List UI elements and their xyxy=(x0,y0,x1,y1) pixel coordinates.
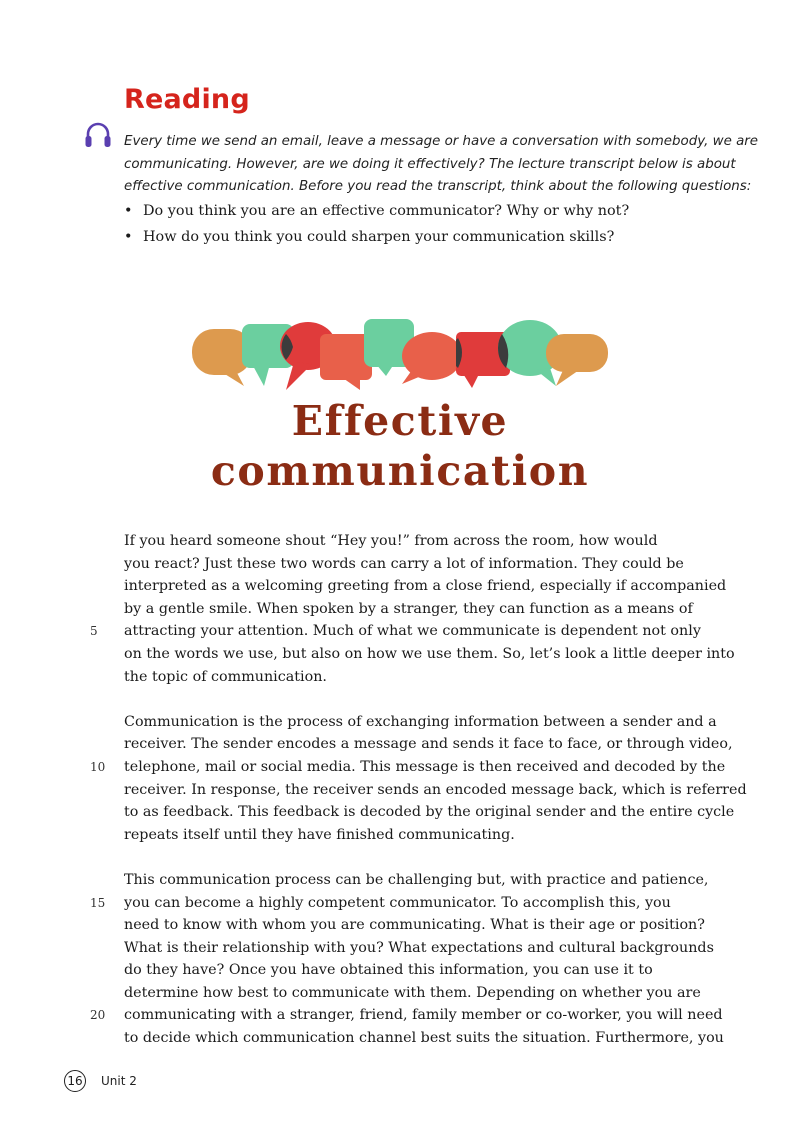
title-line: Effective xyxy=(291,397,509,445)
body-line xyxy=(124,982,724,1005)
body-line xyxy=(124,914,724,937)
line-text: you react? Just these two words can carry a lot of information. They could be xyxy=(124,555,684,572)
intro-text xyxy=(124,131,759,199)
body-line xyxy=(124,1027,724,1050)
line-text: interpreted as a welcoming greeting from a close friend, especially if accompanied xyxy=(124,578,727,595)
line-number: 10 xyxy=(90,759,106,774)
bullet: • xyxy=(124,229,133,245)
intro-line: effective communication. Before you read the transcript, think about the following questions: xyxy=(124,179,752,194)
line-text: the topic of communication. xyxy=(124,668,327,685)
line-text: need to know with whom you are communicating. What is their age or position? xyxy=(124,917,705,934)
paragraph xyxy=(90,869,724,1050)
line-number: 5 xyxy=(90,624,98,639)
line-text: attracting your attention. Much of what we communicate is dependent not only xyxy=(124,623,701,640)
body-line xyxy=(90,1004,724,1027)
bullet: • xyxy=(124,203,133,219)
question-text: Do you think you are an effective communicator? Why or why not? xyxy=(143,203,630,219)
title-line: communication xyxy=(210,447,590,495)
body-line xyxy=(124,711,724,734)
line-text: Communication is the process of exchanging information between a sender and a xyxy=(124,713,717,730)
speech-bubble-tail xyxy=(220,371,244,386)
unit-label: Unit 2 xyxy=(101,1074,137,1088)
body-line xyxy=(124,733,733,756)
body-line xyxy=(90,620,724,643)
body-line xyxy=(124,937,724,960)
question-text: How do you think you could sharpen your communication skills? xyxy=(143,229,615,245)
body-line xyxy=(124,598,724,621)
line-text: telephone, mail or social media. This message is then received and decoded by the xyxy=(124,758,726,775)
speech-bubble-tail xyxy=(536,368,556,386)
question-item xyxy=(124,224,629,250)
line-text: determine how best to communicate with them. Depending on whether you are xyxy=(124,984,701,1001)
question-item xyxy=(124,198,629,224)
line-text: This communication process can be challenging but, with practice and patience, xyxy=(124,871,709,888)
intro-line: Every time we send an email, leave a message or have a conversation with somebody, we are xyxy=(124,134,759,149)
body-line xyxy=(124,643,735,666)
body-line xyxy=(90,892,724,915)
body-line xyxy=(124,959,724,982)
section-heading: Reading xyxy=(124,84,250,115)
line-text: If you heard someone shout “Hey you!” from across the room, how would xyxy=(124,533,658,549)
body-line xyxy=(124,824,724,847)
line-number: 15 xyxy=(90,895,106,910)
line-text: on the words we use, but also on how we use them. So, let’s look a little deeper into xyxy=(124,645,735,662)
speech-bubble-tail xyxy=(462,372,480,388)
line-number: 20 xyxy=(90,1008,106,1023)
speech-bubble xyxy=(546,334,608,372)
body-line xyxy=(124,666,724,689)
line-text: do they have? Once you have obtained this information, you can use it to xyxy=(124,962,653,979)
paragraph xyxy=(90,711,747,847)
body-line xyxy=(124,801,735,824)
line-text: receiver. In response, the receiver sends an encoded message back, which is referred xyxy=(124,781,747,798)
body-line xyxy=(124,869,724,892)
paragraph xyxy=(90,530,735,688)
headphones-icon xyxy=(84,121,112,151)
line-text: communicating with a stranger, friend, family member or co-worker, you will need xyxy=(124,1007,723,1024)
line-text: What is their relationship with you? What expectations and cultural backgrounds xyxy=(124,939,714,956)
page-number: 16 xyxy=(64,1070,86,1092)
question-list xyxy=(124,198,629,250)
line-text: to decide which communication channel best suits the situation. Furthermore, you xyxy=(124,1030,724,1047)
body-line xyxy=(124,530,724,553)
line-text: you can become a highly competent communicator. To accomplish this, you xyxy=(124,894,671,911)
body-text xyxy=(90,530,747,1072)
speech-bubble-tail xyxy=(376,364,394,376)
line-text: to as feedback. This feedback is decoded by the original sender and the entire cycle xyxy=(124,804,735,821)
body-line xyxy=(90,756,726,779)
speech-bubbles-illustration xyxy=(190,316,610,396)
line-text: repeats itself until they have finished communicating. xyxy=(124,826,515,843)
line-text: receiver. The sender encodes a message and sends it face to face, or through video, xyxy=(124,736,733,753)
body-line xyxy=(124,779,747,802)
intro-line: communicating. However, are we doing it effectively? The lecture transcript below is about xyxy=(124,156,736,172)
body-line xyxy=(124,553,724,576)
body-line xyxy=(124,575,727,598)
line-text: by a gentle smile. When spoken by a stranger, they can function as a means of xyxy=(124,600,693,617)
page-footer xyxy=(64,1070,137,1092)
speech-bubble-tail xyxy=(252,364,270,386)
